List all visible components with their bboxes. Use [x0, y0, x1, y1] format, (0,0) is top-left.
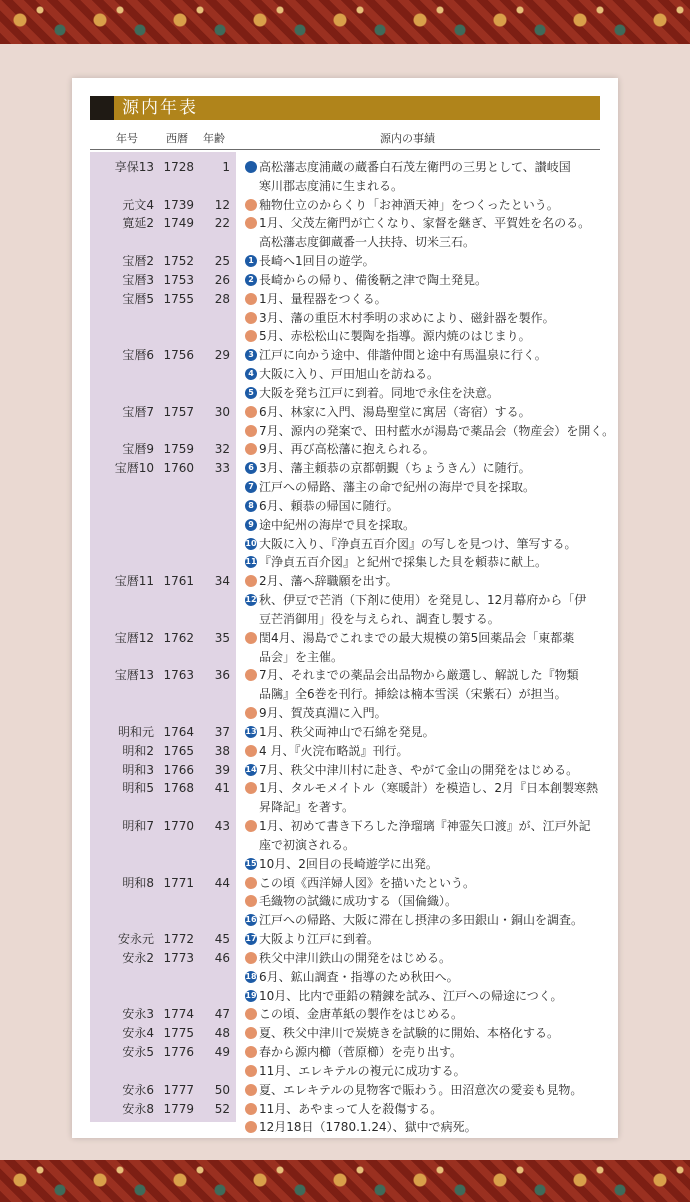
event-text: 11月、あやまって人を殺傷する。 — [259, 1101, 443, 1116]
table-row — [72, 535, 618, 553]
era-name: 安永5 — [122, 1045, 154, 1059]
orange-dot-icon — [245, 745, 257, 757]
header-nenrei: 年齢 — [203, 132, 225, 145]
orange-dot-icon — [245, 669, 257, 681]
table-row — [72, 290, 618, 308]
year-value: 1772 — [163, 932, 194, 947]
age-value: 32 — [214, 442, 230, 457]
event-text: 3月、藩主頼恭の京都朝覲（ちょうきん）に随行。 — [259, 461, 531, 476]
orange-dot-icon — [245, 575, 257, 587]
era-name: 安永3 — [122, 1007, 154, 1022]
numbered-marker-icon: 16 — [245, 915, 257, 925]
event-text: 4 月、『火浣布略説』刊行。 — [259, 743, 409, 758]
event-text: 寒川郡志度浦に生まれる。 — [259, 178, 404, 193]
year-value: 1770 — [163, 819, 194, 834]
event-text: 7月、それまでの薬品会出品物から厳選し、解説した『物類 — [259, 668, 579, 683]
age-value: 22 — [214, 216, 230, 231]
era-name: 宝暦11 — [114, 574, 154, 589]
age-value: 52 — [214, 1101, 230, 1116]
table-row — [72, 309, 618, 327]
orange-dot-icon — [245, 1103, 257, 1115]
event-text: 長崎からの帰り、備後鞆之津で陶土発見。 — [259, 272, 488, 287]
event-text: この頃、金唐革紙の製作をはじめる。 — [259, 1007, 464, 1022]
era-name: 宝暦13 — [114, 668, 154, 683]
table-row — [72, 1043, 618, 1061]
era-name: 安永6 — [122, 1082, 154, 1097]
age-value: 28 — [214, 291, 230, 306]
orange-dot-icon — [245, 425, 257, 437]
event-text: 7月、源内の発案で、田村藍水が湯島で薬品会（物産会）を開く。 — [259, 423, 615, 438]
table-row — [72, 459, 618, 477]
event-text: 秩父中津川鉄山の開発をはじめる。 — [259, 950, 452, 965]
numbered-marker-icon: 3 — [245, 349, 257, 361]
orange-dot-icon — [245, 406, 257, 418]
era-name: 元文4 — [122, 197, 154, 212]
age-value: 26 — [214, 272, 230, 287]
year-value: 1765 — [163, 743, 194, 758]
age-value: 38 — [214, 743, 230, 758]
orange-dot-icon — [245, 820, 257, 832]
event-text: 1月、量程器をつくる。 — [259, 291, 387, 306]
table-row — [72, 214, 618, 232]
table-row — [72, 911, 618, 929]
age-value: 37 — [214, 724, 230, 739]
event-text: 長崎へ1回目の遊学。 — [259, 254, 375, 269]
table-row — [72, 930, 618, 948]
event-text: 夏、エレキテルの見物客で賑わう。田沼意次の愛妾も見物。 — [259, 1082, 583, 1097]
orange-dot-icon — [245, 952, 257, 964]
year-value: 1756 — [163, 348, 194, 363]
chronology-card — [72, 78, 618, 1138]
event-text: 高松藩志度御蔵番一人扶持、切米三石。 — [259, 235, 476, 250]
table-row — [72, 1005, 618, 1023]
year-value: 1762 — [163, 630, 194, 645]
age-value: 49 — [214, 1045, 230, 1059]
era-name: 明和8 — [122, 875, 154, 890]
era-name: 享保13 — [114, 160, 154, 174]
era-name: 安永4 — [122, 1026, 154, 1041]
event-text: 江戸への帰路、藩主の命で紀州の海岸で貝を採取。 — [259, 480, 536, 495]
table-row — [72, 440, 618, 458]
age-value: 44 — [214, 875, 230, 890]
table-row — [72, 158, 618, 176]
orange-dot-icon — [245, 707, 257, 719]
table-row — [72, 1062, 618, 1080]
event-text: 品会」を主催。 — [259, 649, 344, 664]
numbered-marker-icon: 10 — [245, 538, 257, 548]
age-value: 33 — [214, 461, 230, 476]
era-name: 明和元 — [117, 724, 154, 739]
numbered-marker-icon: 8 — [245, 500, 257, 512]
era-name: 寛延2 — [122, 216, 154, 231]
event-text: 江戸に向かう途中、俳諧仲間と途中有馬温泉に行く。 — [259, 348, 547, 363]
table-row — [72, 1118, 618, 1136]
event-text: 秋、伊豆で芒消（下剤に使用）を発見し、12月幕府から「伊 — [259, 593, 587, 608]
numbered-marker-icon: 14 — [245, 764, 257, 774]
event-text: 1月、父茂左衛門が亡くなり、家督を継ぎ、平賀姓を名のる。 — [259, 216, 591, 231]
year-value: 1773 — [163, 950, 194, 965]
title-bar — [90, 96, 600, 120]
event-text: 大阪に入り、『浄貞五百介図』の写しを見つけ、筆写する。 — [259, 536, 577, 551]
year-value: 1764 — [163, 724, 194, 739]
era-name: 安永2 — [122, 950, 154, 965]
event-text: この頃《西洋婦人図》を描いたという。 — [259, 875, 476, 890]
table-row — [72, 591, 618, 609]
event-text: 毛織物の試織に成功する（国倫織）。 — [259, 894, 458, 909]
age-value: 1 — [222, 160, 230, 174]
numbered-marker-icon: 11 — [245, 557, 257, 567]
numbered-marker-icon: 15 — [245, 858, 257, 868]
year-value: 1749 — [163, 216, 194, 231]
event-text: 10月、2回目の長崎遊学に出発。 — [259, 856, 438, 871]
table-row — [72, 1100, 618, 1118]
orange-dot-icon — [245, 199, 257, 211]
title-square — [90, 96, 114, 120]
year-value: 1776 — [163, 1045, 194, 1059]
year-value: 1753 — [163, 272, 194, 287]
event-text: 11月、エレキテルの複元に成功する。 — [259, 1063, 466, 1078]
era-name: 明和2 — [122, 743, 154, 758]
era-name: 宝暦12 — [114, 630, 154, 645]
event-text: 大阪より江戸に到着。 — [259, 932, 380, 947]
numbered-marker-icon: 13 — [245, 726, 257, 736]
table-row — [72, 704, 618, 722]
table-row — [72, 196, 618, 214]
year-value: 1752 — [163, 254, 194, 269]
event-text: 1月、タルモメイトル（寒暖計）を模造し、2月『日本創製寒熱 — [259, 781, 599, 796]
event-text: 2月、藩へ辞職願を出す。 — [259, 574, 398, 589]
table-row — [72, 723, 618, 741]
orange-dot-icon — [245, 443, 257, 455]
event-text: 10月、比内で亜鉛の精錬を試み、江戸への帰途につく。 — [259, 988, 563, 1003]
event-text: 『浄貞五百介図』と紀州で採集した貝を頼恭に献上。 — [259, 555, 548, 570]
table-row — [72, 742, 618, 760]
orange-dot-icon — [245, 1008, 257, 1020]
age-value: 39 — [214, 762, 230, 777]
orange-dot-icon — [245, 877, 257, 889]
event-text: 釉物仕立のからくり「お神酒天神」をつくったという。 — [259, 197, 559, 212]
age-value: 47 — [214, 1007, 230, 1022]
table-row — [72, 553, 618, 571]
year-value: 1757 — [163, 404, 194, 419]
age-value: 30 — [214, 404, 230, 419]
event-text: 7月、秩父中津川村に赴き、やがて金山の開発をはじめる。 — [259, 762, 579, 777]
table-row — [72, 516, 618, 534]
table-row — [72, 949, 618, 967]
event-text: 途中紀州の海岸で貝を採取。 — [259, 517, 416, 532]
era-name: 安永元 — [117, 932, 154, 947]
table-row — [72, 346, 618, 364]
table-row — [72, 987, 618, 1005]
table-row — [72, 177, 618, 195]
year-value: 1766 — [163, 762, 194, 777]
numbered-marker-icon: 6 — [245, 462, 257, 474]
table-row — [72, 798, 618, 816]
year-value: 1768 — [163, 781, 194, 796]
orange-dot-icon — [245, 1084, 257, 1096]
table-row — [72, 252, 618, 270]
top-decorative-band — [0, 0, 690, 44]
event-text: 大阪に入り、戸田旭山を訪ねる。 — [259, 367, 440, 382]
era-name: 明和5 — [122, 781, 154, 796]
event-text: 12月18日（1780.1.24）、獄中で病死。 — [259, 1120, 477, 1135]
table-row — [72, 968, 618, 986]
table-row — [72, 648, 618, 666]
table-row — [72, 855, 618, 873]
event-text: 春から源内櫛（菅原櫛）を売り出す。 — [259, 1045, 463, 1059]
table-row — [72, 836, 618, 854]
table-row — [72, 892, 618, 910]
event-text: 大阪を発ち江戸に到着。同地で永住を決意。 — [259, 385, 500, 400]
era-name: 明和3 — [122, 762, 154, 777]
orange-dot-icon — [245, 330, 257, 342]
numbered-marker-icon: 9 — [245, 519, 257, 531]
orange-dot-icon — [245, 217, 257, 229]
event-text: 江戸への帰路、大阪に滞在し摂津の多田銀山・銅山を調査。 — [259, 913, 584, 928]
numbered-marker-icon: 4 — [245, 368, 257, 380]
header-nengo: 年号 — [116, 132, 138, 145]
table-row — [72, 365, 618, 383]
year-value: 1771 — [163, 875, 194, 890]
table-row — [72, 1024, 618, 1042]
event-text: 1月、秩父両神山で石綿を発見。 — [259, 724, 435, 739]
event-text: 6月、鉱山調査・指導のため秋田へ。 — [259, 969, 459, 984]
year-value: 1775 — [163, 1026, 194, 1041]
table-row — [72, 422, 618, 440]
event-text: 9月、再び高松藩に抱えられる。 — [259, 442, 435, 457]
table-row — [72, 233, 618, 251]
table-row — [72, 497, 618, 515]
orange-dot-icon — [245, 1046, 257, 1058]
table-row — [72, 610, 618, 628]
event-text: 豆芒消御用」役を与えられ、調査し製する。 — [259, 611, 500, 626]
header-divider — [90, 149, 600, 150]
age-value: 29 — [214, 348, 230, 363]
page-title: 源内年表 — [122, 98, 198, 118]
year-value: 1779 — [163, 1101, 194, 1116]
bottom-decorative-band — [0, 1160, 690, 1202]
numbered-marker-icon: 18 — [245, 971, 257, 981]
table-row — [72, 403, 618, 421]
event-text: 3月、藩の重臣木村季明の求めにより、磁針器を製作。 — [259, 310, 555, 325]
age-value: 41 — [214, 781, 230, 796]
orange-dot-icon — [245, 293, 257, 305]
blue-dot-icon — [245, 161, 257, 173]
age-value: 34 — [214, 574, 230, 589]
age-value: 45 — [214, 932, 230, 947]
era-name: 宝暦2 — [122, 254, 154, 269]
era-name: 宝暦3 — [122, 272, 154, 287]
event-text: 6月、頼恭の帰国に随行。 — [259, 498, 399, 513]
age-value: 43 — [214, 819, 230, 834]
year-value: 1777 — [163, 1082, 194, 1097]
age-value: 48 — [214, 1026, 230, 1041]
numbered-marker-icon: 12 — [245, 595, 257, 605]
year-value: 1774 — [163, 1007, 194, 1022]
event-text: 夏、秩父中津川で炭焼きを試験的に開始、本格化する。 — [259, 1026, 560, 1041]
event-text: 1月、初めて書き下ろした浄瑠璃『神霊矢口渡』が、江戸外記 — [259, 819, 591, 834]
numbered-marker-icon: 19 — [245, 990, 257, 1000]
table-row — [72, 874, 618, 892]
table-row — [72, 572, 618, 590]
numbered-marker-icon: 5 — [245, 387, 257, 399]
age-value: 12 — [214, 197, 230, 212]
era-name: 宝暦5 — [122, 291, 154, 306]
event-text: 9月、賀茂真淵に入門。 — [259, 706, 387, 721]
event-text: 品隲』全6巻を刊行。挿絵は楠本雪渓（宋紫石）が担当。 — [259, 687, 567, 702]
year-value: 1763 — [163, 668, 194, 683]
year-value: 1755 — [163, 291, 194, 306]
table-row — [72, 384, 618, 402]
year-value: 1761 — [163, 574, 194, 589]
era-name: 宝暦7 — [122, 404, 154, 419]
orange-dot-icon — [245, 312, 257, 324]
age-value: 35 — [214, 630, 230, 645]
table-row — [72, 666, 618, 684]
year-value: 1739 — [163, 197, 194, 212]
table-row — [72, 817, 618, 835]
table-row — [72, 629, 618, 647]
year-value: 1759 — [163, 442, 194, 457]
year-value: 1760 — [163, 461, 194, 476]
header-seireki: 西暦 — [166, 132, 188, 145]
event-text: 高松藩志度浦蔵の蔵番白石茂左衛門の三男として、讃岐国 — [259, 160, 571, 174]
era-name: 宝暦10 — [114, 461, 154, 476]
event-text: 6月、林家に入門、湯島聖堂に寓居（寄宿）する。 — [259, 404, 531, 419]
numbered-marker-icon: 7 — [245, 481, 257, 493]
orange-dot-icon — [245, 1121, 257, 1133]
table-row — [72, 685, 618, 703]
orange-dot-icon — [245, 895, 257, 907]
orange-dot-icon — [245, 632, 257, 644]
event-text: 座で初演される。 — [259, 837, 356, 852]
age-value: 50 — [214, 1082, 230, 1097]
orange-dot-icon — [245, 782, 257, 794]
table-row — [72, 327, 618, 345]
table-row — [72, 478, 618, 496]
age-value: 25 — [214, 254, 230, 269]
table-row — [72, 761, 618, 779]
numbered-marker-icon: 2 — [245, 274, 257, 286]
event-text: 昇降記』を著す。 — [259, 800, 355, 815]
table-row — [72, 1081, 618, 1099]
event-text: 閏4月、湯島でこれまでの最大規模の第5回薬品会「東都薬 — [259, 630, 575, 645]
orange-dot-icon — [245, 1027, 257, 1039]
numbered-marker-icon: 1 — [245, 255, 257, 267]
table-row — [72, 271, 618, 289]
numbered-marker-icon: 17 — [245, 934, 257, 944]
era-name: 宝暦9 — [122, 442, 154, 457]
year-value: 1728 — [163, 160, 194, 174]
age-value: 46 — [214, 950, 230, 965]
era-name: 明和7 — [122, 819, 154, 834]
header-jiseki: 源内の事績 — [380, 132, 435, 145]
event-text: 5月、赤松松山に製陶を指導。源内焼のはじまり。 — [259, 329, 531, 344]
age-value: 36 — [214, 668, 230, 683]
orange-dot-icon — [245, 1065, 257, 1077]
era-name: 宝暦6 — [122, 348, 154, 363]
table-row — [72, 779, 618, 797]
era-name: 安永8 — [122, 1101, 154, 1116]
